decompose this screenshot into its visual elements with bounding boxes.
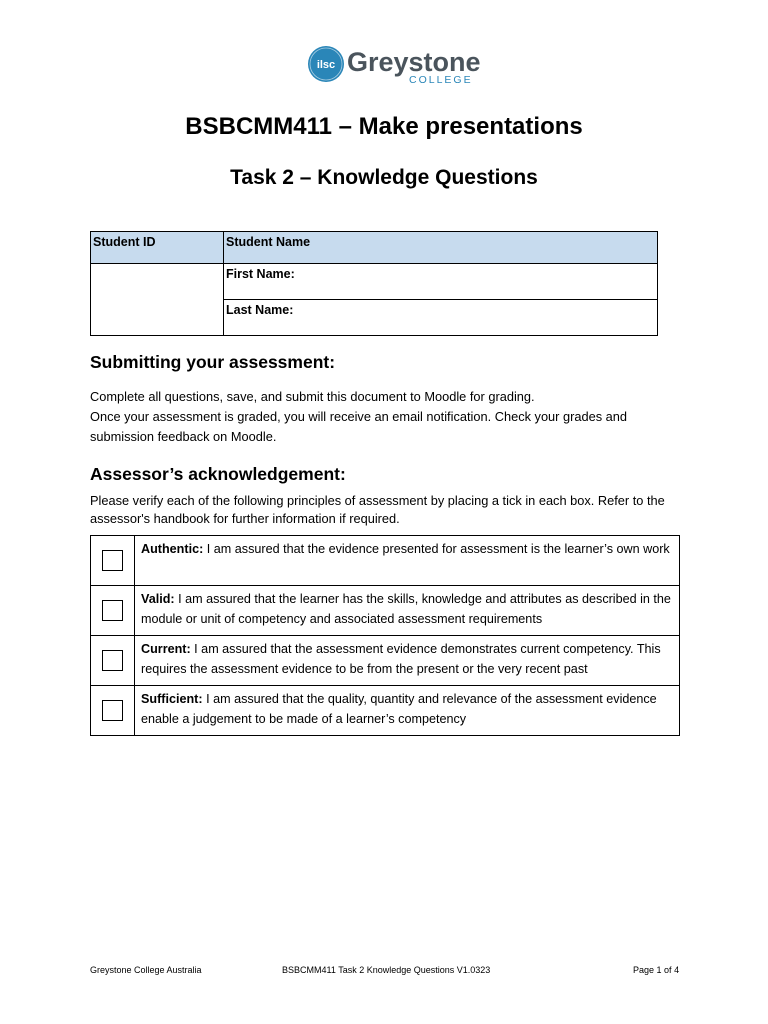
acknowledgement-heading: Assessor’s acknowledgement:	[90, 464, 346, 484]
submitting-line-2: Once your assessment is graded, you will receive an email notification. Check your grades and submission feedback on Moodle.	[90, 409, 628, 444]
checkbox-current[interactable]	[102, 650, 123, 671]
logo-brand-text: Greystone	[347, 47, 481, 77]
checkbox-authentic[interactable]	[102, 550, 123, 571]
submitting-line-1: Complete all questions, save, and submit this document to Moodle for grading.	[90, 389, 535, 404]
first-name-field[interactable]: First Name:	[224, 264, 658, 300]
page-title: BSBCMM411 – Make presentations	[185, 113, 583, 140]
principle-label: Current:	[141, 642, 191, 656]
footer-page-total: 4	[674, 965, 680, 975]
logo-emblem-icon	[307, 45, 345, 83]
page-subtitle: Task 2 – Knowledge Questions	[230, 166, 538, 189]
student-details-table	[90, 231, 658, 336]
logo-sub-text: COLLEGE	[409, 74, 473, 86]
principle-label-sep: :	[199, 542, 204, 556]
principle-text	[135, 686, 680, 736]
principle-row	[91, 586, 680, 636]
principle-description: I am assured that the learner has the skills, knowledge and attributes as described in the module or unit of competency and associated assessment requirements	[141, 592, 671, 626]
principle-row	[91, 636, 680, 686]
assessment-principles-table	[90, 535, 680, 736]
student-id-header: Student ID	[91, 232, 224, 264]
principle-text	[135, 536, 680, 586]
principle-text	[135, 636, 680, 686]
acknowledgement-intro: Please verify each of the following principles of assessment by placing a tick in each box. Refer to the assessor's handbook for further information if required.	[90, 493, 665, 526]
footer-center: BSBCMM411 Task 2 Knowledge Questions V1.0323	[282, 965, 491, 975]
principle-row	[91, 686, 680, 736]
greystone-college-logo	[307, 45, 481, 87]
student-id-field[interactable]	[91, 264, 224, 336]
footer-page-current: 1	[656, 965, 662, 975]
footer-page-number	[633, 965, 679, 975]
checkbox-valid[interactable]	[102, 600, 123, 621]
logo-emblem-text: ilsc	[316, 59, 336, 71]
principle-label: Sufficient:	[141, 692, 203, 706]
principle-description: I am assured that the assessment evidence demonstrates current competency. This requires the assessment evidence to be from the present or the very recent past	[141, 642, 661, 676]
principle-description: I am assured that the quality, quantity and relevance of the assessment evidence enable a judgement to be made of a learner’s competency	[141, 692, 657, 726]
footer-page-prefix: Page	[633, 965, 657, 975]
footer-page-of: of	[661, 965, 675, 975]
principle-description: I am assured that the evidence presented for assessment is the learner’s own work	[203, 542, 670, 556]
last-name-field[interactable]: Last Name:	[224, 300, 658, 336]
principle-row	[91, 536, 680, 586]
student-name-header: Student Name	[224, 232, 658, 264]
principle-label: Valid:	[141, 592, 175, 606]
principle-label: Authentic	[141, 542, 200, 556]
principle-text	[135, 586, 680, 636]
checkbox-sufficient[interactable]	[102, 700, 123, 721]
submitting-heading: Submitting your assessment:	[90, 352, 336, 372]
footer-left: Greystone College Australia	[90, 965, 202, 975]
